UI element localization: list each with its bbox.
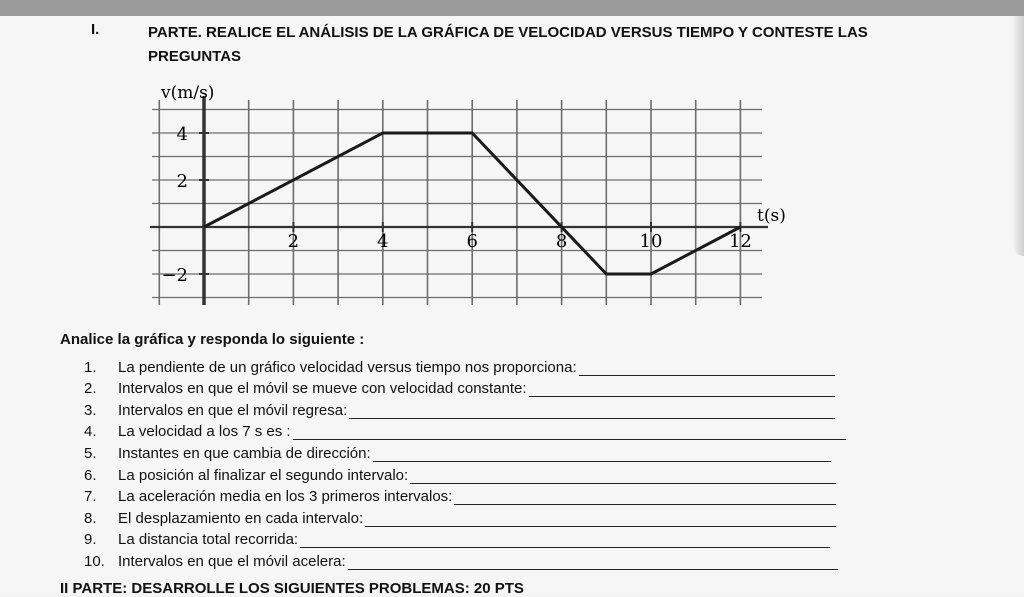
answer-blank[interactable] <box>579 361 835 376</box>
answer-blank[interactable] <box>293 425 846 440</box>
question-number: 2. <box>84 380 97 398</box>
answer-blank[interactable] <box>373 447 831 462</box>
x-tick-label: 8 <box>555 231 568 252</box>
question-item <box>84 419 846 441</box>
question-item <box>84 505 846 527</box>
y-tick-label: 4 <box>176 124 188 145</box>
question-text: La distancia total recorrida: <box>118 531 299 549</box>
question-text: Intervalos en que el móvil regresa: <box>118 401 348 419</box>
question-text: La pendiente de un gráfico velocidad versus tiempo nos proporciona: <box>118 358 577 376</box>
chart-tick-labels <box>161 124 751 286</box>
question-text: La velocidad a los 7 s es : <box>118 423 291 441</box>
question-number: 6. <box>84 466 97 484</box>
question-number: 8. <box>84 509 97 527</box>
question-item <box>84 376 846 398</box>
x-tick-label: 6 <box>466 231 478 252</box>
section-number: I. <box>91 21 100 38</box>
answer-blank[interactable] <box>365 512 836 527</box>
question-text: Intervalos en que el móvil acelera: <box>118 552 346 570</box>
question-item <box>84 397 846 419</box>
answer-blank[interactable] <box>348 555 838 570</box>
x-tick-label: 12 <box>728 231 752 252</box>
question-item <box>84 548 846 570</box>
question-text: Instantes en que cambia de dirección: <box>118 444 371 462</box>
answer-blank[interactable] <box>300 533 830 548</box>
question-item <box>84 527 846 549</box>
question-text: El desplazamiento en cada intervalo: <box>118 509 364 527</box>
part-two-heading: II PARTE: DESARROLLE LOS SIGUIENTES PROBLEMAS: 20 PTS <box>60 580 524 597</box>
x-tick-label: 2 <box>287 231 300 252</box>
answer-blank[interactable] <box>529 382 835 397</box>
question-number: 7. <box>84 488 97 506</box>
answer-blank[interactable] <box>349 404 835 419</box>
question-text: La aceleración media en los 3 primeros intervalos: <box>118 488 453 506</box>
answer-blank[interactable] <box>410 469 836 484</box>
x-axis-label: t(s) <box>757 206 786 226</box>
question-number: 9. <box>84 531 97 549</box>
question-text: Intervalos en que el móvil se mueve con velocidad constante: <box>118 380 527 398</box>
question-number: 4. <box>84 423 97 441</box>
chart-grid <box>152 100 762 305</box>
y-tick-label: −2 <box>161 265 188 286</box>
y-axis-label: v(m/s) <box>161 83 215 103</box>
y-tick-label: 2 <box>176 171 188 192</box>
question-item <box>84 484 846 506</box>
questions-list <box>84 354 846 570</box>
answer-blank[interactable] <box>454 490 836 505</box>
question-number: 3. <box>84 401 97 419</box>
question-item <box>84 354 846 376</box>
questions-subtitle: Analice la gráfica y responda lo siguiente : <box>60 331 365 348</box>
section-heading: PARTE. REALICE EL ANÁLISIS DE LA GRÁFICA DE VELOCIDAD VERSUS TIEMPO Y CONTESTE LAS PREGUNTAS <box>148 24 868 65</box>
question-text: La posición al finalizar el segundo intervalo: <box>118 466 409 484</box>
x-tick-label: 4 <box>377 231 389 252</box>
question-number: 10. <box>84 552 105 570</box>
question-item <box>84 462 846 484</box>
question-item <box>84 440 846 462</box>
question-number: 5. <box>84 444 97 462</box>
x-tick-label: 10 <box>639 231 663 252</box>
question-number: 1. <box>84 358 97 376</box>
